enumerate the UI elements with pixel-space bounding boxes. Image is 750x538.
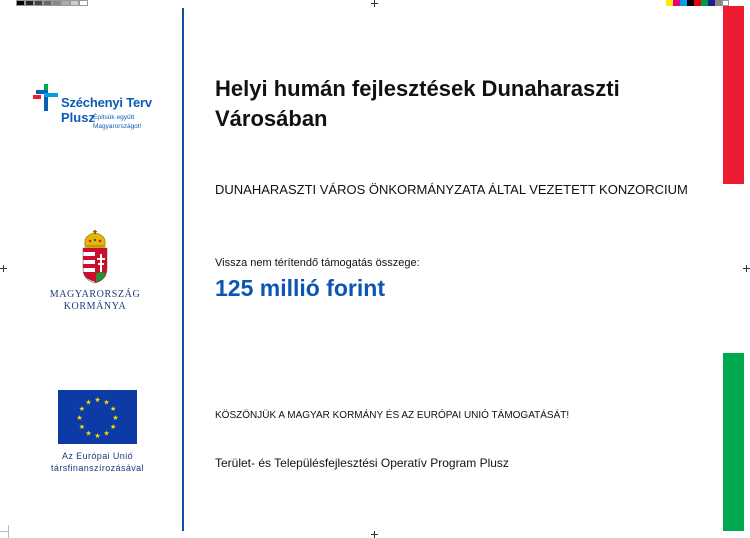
szechenyi-logo-tagline: Építsük együtt bbox=[93, 114, 135, 121]
government-logo-text: MAGYARORSZÁG bbox=[49, 289, 141, 300]
green-stripe bbox=[723, 353, 744, 531]
svg-text:★: ★ bbox=[103, 429, 110, 438]
hungarian-government-logo bbox=[40, 230, 150, 315]
svg-text:★: ★ bbox=[109, 405, 117, 413]
government-logo-text: KORMÁNYA bbox=[63, 301, 127, 312]
grant-amount: 125 millió forint bbox=[215, 275, 385, 301]
vertical-divider bbox=[182, 8, 184, 531]
beneficiary-name: DUNAHARASZTI VÁROS ÖNKORMÁNYZATA ÁLTAL VEZETETT KONZORCIUM bbox=[215, 182, 688, 197]
szechenyi-cross-icon bbox=[33, 82, 59, 112]
svg-text:★: ★ bbox=[94, 432, 101, 440]
coat-of-arms-icon bbox=[80, 230, 110, 284]
eu-logo-text: társfinanszírozásával bbox=[51, 463, 144, 473]
szechenyi-logo-name: Széchenyi Terv bbox=[61, 95, 152, 110]
szechenyi-logo-tagline: Magyarországot! bbox=[93, 123, 142, 130]
crop-mark bbox=[0, 531, 8, 532]
registration-mark-left bbox=[0, 265, 7, 272]
svg-text:★: ★ bbox=[78, 405, 86, 413]
print-color-bar bbox=[666, 0, 729, 6]
project-title: Helyi humán fejlesztések Dunaharaszti Városában bbox=[215, 76, 620, 131]
svg-text:★: ★ bbox=[85, 429, 92, 438]
red-stripe bbox=[723, 6, 744, 184]
eu-logo-text: Az Európai Unió bbox=[61, 451, 134, 461]
svg-text:★: ★ bbox=[94, 396, 101, 404]
program-name: Terület- és Településfejlesztési Operatív Program Plusz bbox=[215, 456, 509, 470]
svg-text:★: ★ bbox=[76, 414, 83, 422]
crop-mark bbox=[8, 525, 9, 538]
svg-text:★: ★ bbox=[78, 423, 86, 431]
svg-text:★: ★ bbox=[85, 398, 92, 407]
svg-text:★: ★ bbox=[109, 423, 117, 431]
szechenyi-logo-plus: Plusz bbox=[61, 110, 95, 125]
svg-text:★: ★ bbox=[103, 398, 110, 407]
registration-mark-right bbox=[743, 265, 750, 272]
print-grayscale-bar bbox=[16, 0, 88, 6]
registration-mark-top bbox=[371, 0, 378, 7]
svg-text:★: ★ bbox=[112, 414, 119, 422]
registration-mark-bottom bbox=[371, 531, 378, 538]
eu-cofinancing-logo bbox=[40, 390, 155, 480]
eu-flag-icon bbox=[58, 390, 137, 444]
szechenyi-terv-logo bbox=[33, 82, 173, 140]
thanks-message: KÖSZÖNJÜK A MAGYAR KORMÁNY ÉS AZ EURÓPAI UNIÓ TÁMOGATÁSÁT! bbox=[215, 410, 570, 421]
grant-label: Vissza nem térítendő támogatás összege: bbox=[215, 257, 420, 269]
